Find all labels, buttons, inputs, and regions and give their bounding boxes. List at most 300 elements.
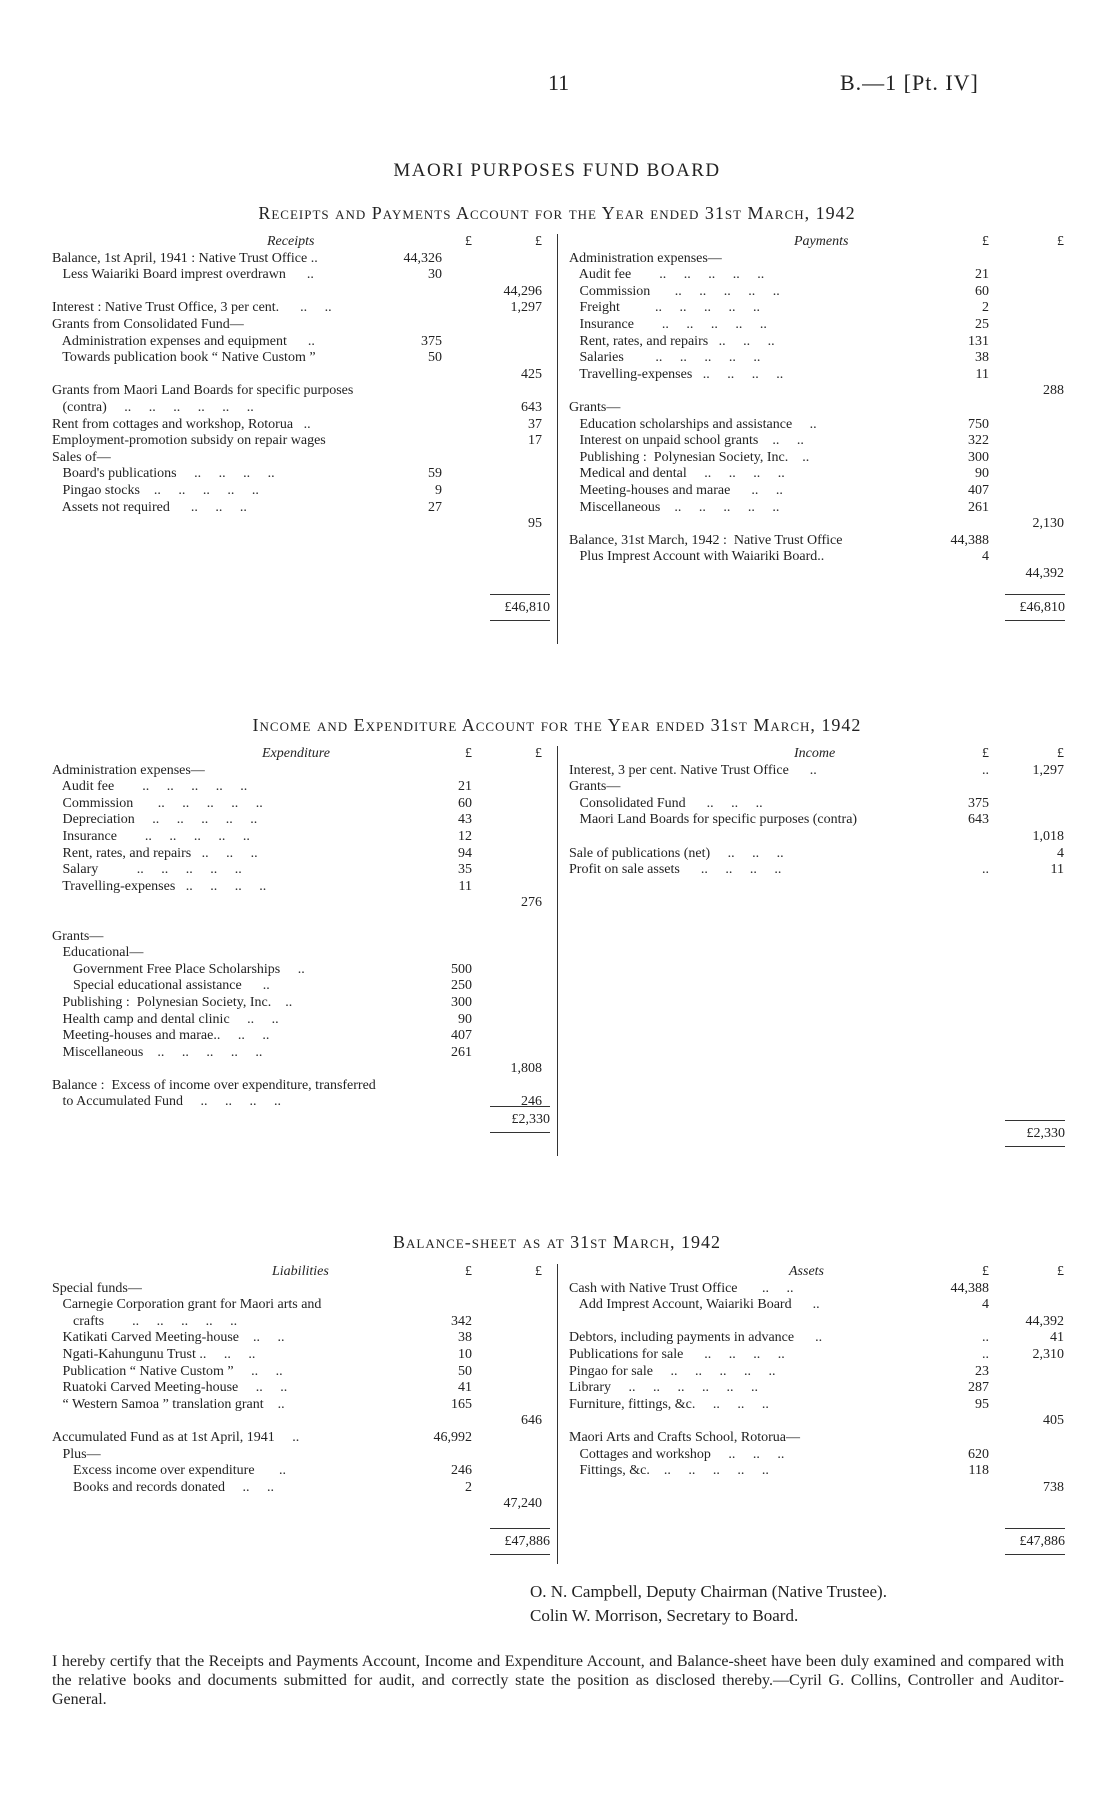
document-reference: B.—1 [Pt. IV] — [840, 70, 979, 95]
ledger-row — [569, 483, 1069, 500]
ledger-row — [52, 978, 547, 995]
ledger-row — [52, 812, 547, 829]
ledger-row — [52, 300, 547, 317]
ledger-row — [569, 1364, 1069, 1381]
ledger-label: Audit fee .. .. .. .. .. — [52, 779, 248, 795]
ledger-amount-inner: 30 — [428, 267, 442, 283]
ledger-label: Maori Arts and Crafts School, Rotorua— — [569, 1429, 800, 1445]
ledger-label: Publishing : Polynesian Society, Inc. .. — [52, 994, 293, 1010]
ledger-amount-outer: 41 — [1050, 1330, 1064, 1346]
ledger-row — [569, 383, 1069, 400]
ledger-label: Government Free Place Scholarships .. — [52, 961, 305, 977]
ledger-amount-inner: 165 — [451, 1396, 472, 1412]
ledger-label: crafts .. .. .. .. .. — [52, 1313, 238, 1329]
ledger-row — [52, 895, 547, 912]
ledger-amount-inner: 246 — [451, 1463, 472, 1479]
ledger-row — [569, 1380, 1069, 1397]
ledger-amount-inner: 50 — [428, 350, 442, 366]
income-total: £2,330 — [1026, 1126, 1065, 1141]
ledger-amount-inner: 750 — [968, 416, 989, 432]
liabilities-column — [52, 1264, 547, 1513]
ledger-amount-outer: 646 — [521, 1413, 542, 1429]
ledger-row — [569, 400, 1069, 417]
liabilities-header — [52, 1264, 547, 1281]
ledger-label: Debtors, including payments in advance .. — [569, 1330, 823, 1346]
total-rule — [1005, 1120, 1065, 1121]
ledger-row — [569, 300, 1069, 317]
ledger-row — [52, 779, 547, 796]
ledger-label: Commission .. .. .. .. .. — [52, 795, 263, 811]
ledger-label: Less Waiariki Board imprest overdrawn .. — [52, 267, 314, 283]
pound-sign: £ — [465, 1264, 472, 1279]
total-rule — [1005, 620, 1065, 621]
ledger-row — [52, 284, 547, 301]
expenditure-header — [52, 746, 547, 763]
ledger-label: Insurance .. .. .. .. .. — [569, 316, 767, 332]
ledger-amount-outer: 44,392 — [1025, 565, 1064, 581]
assets-column — [569, 1264, 1069, 1496]
ledger-amount-inner: 131 — [968, 333, 989, 349]
ledger-row — [52, 912, 547, 929]
pound-sign: £ — [1057, 234, 1064, 249]
ledger-label: Balance : Excess of income over expenditure, transferred — [52, 1077, 376, 1093]
column-divider — [557, 746, 558, 1156]
ledger-amount-inner: .. — [982, 862, 989, 878]
ledger-row — [569, 846, 1069, 863]
ledger-label: Travelling-expenses .. .. .. .. — [569, 366, 784, 382]
ledger-amount-outer: 288 — [1043, 383, 1064, 399]
ledger-row — [52, 1314, 547, 1331]
payments-list — [569, 251, 1069, 583]
total-rule — [490, 1554, 550, 1555]
ledger-row — [569, 1430, 1069, 1447]
ledger-amount-outer: 17 — [528, 433, 542, 449]
payments-heading: Payments — [794, 234, 849, 249]
ledger-label: Publications for sale .. .. .. .. — [569, 1346, 785, 1362]
ledger-amount-inner: 9 — [435, 482, 442, 498]
ledger-amount-inner: 300 — [968, 449, 989, 465]
ledger-label: Fittings, &c. .. .. .. .. .. — [569, 1463, 769, 1479]
ledger-label: Grants from Consolidated Fund— — [52, 316, 244, 332]
ledger-label: Administration expenses— — [569, 250, 722, 266]
ledger-label: Health camp and dental clinic .. .. — [52, 1011, 279, 1027]
ledger-amount-inner: 250 — [451, 978, 472, 994]
ledger-label: Excess income over expenditure .. — [52, 1463, 287, 1479]
ledger-amount-inner: 4 — [982, 549, 989, 565]
ledger-row — [52, 879, 547, 896]
receipts-header — [52, 234, 547, 251]
expenditure-total: £2,330 — [511, 1112, 550, 1127]
ledger-row — [569, 367, 1069, 384]
ledger-amount-inner: 322 — [968, 433, 989, 449]
ledger-amount-outer: 37 — [528, 416, 542, 432]
ledger-amount-inner: 10 — [458, 1346, 472, 1362]
ledger-row — [569, 267, 1069, 284]
ledger-label: Furniture, fittings, &c. .. .. .. — [569, 1396, 769, 1412]
ledger-label: Miscellaneous .. .. .. .. .. — [52, 1044, 263, 1060]
ledger-row — [569, 1413, 1069, 1430]
ledger-label: Maori Land Boards for specific purposes (contra) — [569, 812, 858, 828]
ledger-row — [569, 251, 1069, 268]
ledger-label: Special funds— — [52, 1280, 142, 1296]
ledger-label: Board's publications .. .. .. .. — [52, 466, 275, 482]
ledger-row — [52, 367, 547, 384]
ledger-amount-inner: .. — [982, 762, 989, 778]
ledger-label: Rent, rates, and repairs .. .. .. — [569, 333, 775, 349]
total-rule — [490, 1528, 550, 1529]
ledger-row — [52, 1281, 547, 1298]
ledger-row — [569, 829, 1069, 846]
ledger-amount-inner: 90 — [975, 466, 989, 482]
pound-sign: £ — [465, 234, 472, 249]
ledger-label: Profit on sale assets .. .. .. .. — [569, 862, 782, 878]
pound-sign: £ — [535, 234, 542, 249]
ledger-label: Books and records donated .. .. — [52, 1479, 275, 1495]
document-title: MAORI PURPOSES FUND BOARD — [393, 160, 721, 181]
ledger-row — [569, 350, 1069, 367]
pound-sign: £ — [1057, 1264, 1064, 1279]
ledger-amount-inner: 50 — [458, 1363, 472, 1379]
pound-sign: £ — [1057, 746, 1064, 761]
ledger-row — [52, 350, 547, 367]
income-list — [569, 763, 1069, 879]
ledger-label: to Accumulated Fund .. .. .. .. — [52, 1094, 282, 1110]
ledger-row — [52, 862, 547, 879]
ledger-row — [569, 1480, 1069, 1497]
ledger-label: Employment-promotion subsidy on repair wages — [52, 433, 326, 449]
ledger-row — [569, 1347, 1069, 1364]
assets-heading: Assets — [789, 1264, 824, 1279]
ledger-label: Towards publication book “ Native Custom ” — [52, 350, 316, 366]
ledger-amount-outer: 643 — [521, 399, 542, 415]
ledger-amount-inner: 43 — [458, 812, 472, 828]
ledger-label: Plus Imprest Account with Waiariki Board.. — [569, 549, 825, 565]
signature-secretary: Colin W. Morrison, Secretary to Board. — [530, 1606, 799, 1625]
ledger-label: Rent from cottages and workshop, Rotorua .. — [52, 416, 311, 432]
total-rule — [1005, 1554, 1065, 1555]
payments-header — [569, 234, 1069, 251]
ledger-row — [52, 1028, 547, 1045]
payments-total: £46,810 — [1019, 600, 1065, 615]
audit-certificate: I hereby certify that the Receipts and Payments Account, Income and Expenditure Account, and Balance-sheet have been duly examined and compared with the relative books and documents submitted for audit, and correctly state the position as disclosed thereby.—Cyril G. Collins, Controller and Auditor-General. — [52, 1653, 1064, 1708]
ledger-amount-outer: 11 — [1050, 862, 1064, 878]
ledger-label: Plus— — [52, 1446, 101, 1462]
ledger-amount-inner: 95 — [975, 1396, 989, 1412]
ledger-amount-inner: 38 — [458, 1330, 472, 1346]
ledger-row — [569, 1330, 1069, 1347]
ledger-row — [52, 1380, 547, 1397]
ledger-row — [52, 1347, 547, 1364]
ledger-label: Accumulated Fund as at 1st April, 1941 .. — [52, 1429, 300, 1445]
ledger-row — [569, 317, 1069, 334]
ledger-row — [569, 284, 1069, 301]
pound-sign: £ — [982, 1264, 989, 1279]
ledger-row — [52, 945, 547, 962]
ledger-amount-inner: 2 — [465, 1479, 472, 1495]
total-rule — [1005, 594, 1065, 595]
expenditure-list — [52, 763, 547, 1111]
ledger-amount-inner: 407 — [968, 482, 989, 498]
ledger-label: Ngati-Kahungunu Trust .. .. .. — [52, 1346, 256, 1362]
ledger-row — [52, 317, 547, 334]
ledger-amount-inner: 21 — [458, 779, 472, 795]
ledger-amount-outer: 2,130 — [1032, 516, 1064, 532]
ledger-label: Library .. .. .. .. .. .. — [569, 1380, 758, 1396]
liabilities-list — [52, 1281, 547, 1513]
ledger-label: Depreciation .. .. .. .. .. — [52, 812, 258, 828]
ledger-label: Grants— — [569, 779, 621, 795]
ledger-row — [52, 417, 547, 434]
ledger-amount-outer: 4 — [1057, 845, 1064, 861]
ledger-label: Insurance .. .. .. .. .. — [52, 828, 250, 844]
total-rule — [1005, 1146, 1065, 1147]
ledger-label: Salaries .. .. .. .. .. — [569, 350, 761, 366]
ledger-row — [569, 779, 1069, 796]
total-rule — [490, 620, 550, 621]
ledger-label: Ruatoki Carved Meeting-house .. .. — [52, 1380, 288, 1396]
ledger-label: Salary .. .. .. .. .. — [52, 862, 242, 878]
ledger-row — [52, 433, 547, 450]
ledger-row — [569, 433, 1069, 450]
payments-column — [569, 234, 1069, 582]
ledger-amount-outer: 1,297 — [510, 300, 542, 316]
ledger-row — [569, 862, 1069, 879]
ledger-label: Administration expenses and equipment .. — [52, 333, 315, 349]
ledger-label: Interest on unpaid school grants .. .. — [569, 433, 804, 449]
assets-total: £47,886 — [1019, 1534, 1065, 1549]
ledger-amount-inner: 118 — [968, 1463, 989, 1479]
ledger-row — [52, 1078, 547, 1095]
ledger-amount-inner: 27 — [428, 499, 442, 515]
ledger-row — [569, 450, 1069, 467]
ledger-amount-outer: 95 — [528, 516, 542, 532]
ledger-row — [52, 1480, 547, 1497]
ledger-row — [569, 1297, 1069, 1314]
ledger-row — [52, 1430, 547, 1447]
ledger-amount-outer: 738 — [1043, 1479, 1064, 1495]
ledger-amount-outer: 1,018 — [1032, 828, 1064, 844]
expenditure-heading: Expenditure — [262, 746, 330, 761]
assets-header — [569, 1264, 1069, 1281]
ledger-row — [569, 812, 1069, 829]
ledger-amount-outer: 246 — [521, 1094, 542, 1110]
ledger-amount-inner: .. — [982, 1346, 989, 1362]
ledger-label: Education scholarships and assistance .. — [569, 416, 817, 432]
ledger-row — [52, 995, 547, 1012]
total-rule — [1005, 1528, 1065, 1529]
pound-sign: £ — [535, 1264, 542, 1279]
ledger-row — [52, 500, 547, 517]
ledger-amount-inner: 38 — [975, 350, 989, 366]
ledger-row — [52, 334, 547, 351]
pound-sign: £ — [535, 746, 542, 761]
ledger-row — [52, 1463, 547, 1480]
ledger-row — [52, 1297, 547, 1314]
ledger-amount-outer: 47,240 — [503, 1496, 542, 1512]
ledger-row — [569, 533, 1069, 550]
ledger-row — [52, 483, 547, 500]
ledger-amount-inner: 90 — [458, 1011, 472, 1027]
ledger-row — [52, 251, 547, 268]
ledger-label: Carnegie Corporation grant for Maori arts and — [52, 1297, 322, 1313]
ledger-label: Publication “ Native Custom ” .. .. — [52, 1363, 283, 1379]
ledger-amount-inner: 4 — [982, 1297, 989, 1313]
receipts-heading: Receipts — [267, 234, 315, 249]
ledger-row — [569, 516, 1069, 533]
ledger-label: Balance, 31st March, 1942 : Native Trust Office — [569, 532, 843, 548]
ledger-amount-outer: 425 — [521, 366, 542, 382]
column-divider — [557, 1264, 558, 1564]
ledger-label: Interest : Native Trust Office, 3 per cent. .. .. — [52, 300, 332, 316]
ledger-row — [569, 1463, 1069, 1480]
ledger-label: Interest, 3 per cent. Native Trust Office .. — [569, 762, 817, 778]
ledger-label: Travelling-expenses .. .. .. .. — [52, 878, 267, 894]
ledger-row — [52, 929, 547, 946]
receipts-payments-title: Receipts and Payments Account for the Year ended 31st March, 1942 — [258, 203, 856, 223]
ledger-row — [569, 1397, 1069, 1414]
ledger-label: Balance, 1st April, 1941 : Native Trust Office .. — [52, 250, 318, 266]
ledger-label: Consolidated Fund .. .. .. — [569, 795, 763, 811]
ledger-amount-inner: 21 — [975, 267, 989, 283]
ledger-row — [52, 962, 547, 979]
total-rule — [490, 1132, 550, 1133]
total-rule — [490, 1106, 550, 1107]
ledger-amount-outer: 1,297 — [1032, 762, 1064, 778]
ledger-row — [52, 846, 547, 863]
liabilities-total: £47,886 — [504, 1534, 550, 1549]
ledger-row — [569, 334, 1069, 351]
ledger-row — [52, 1447, 547, 1464]
ledger-label: “ Western Samoa ” translation grant .. — [52, 1396, 285, 1412]
ledger-row — [52, 1397, 547, 1414]
ledger-label: Rent, rates, and repairs .. .. .. — [52, 845, 258, 861]
ledger-amount-inner: 60 — [975, 283, 989, 299]
ledger-amount-inner: 59 — [428, 466, 442, 482]
ledger-label: Sale of publications (net) .. .. .. — [569, 845, 784, 861]
ledger-amount-inner: 46,992 — [433, 1429, 472, 1445]
income-heading: Income — [794, 746, 836, 761]
ledger-amount-inner: .. — [982, 1330, 989, 1346]
ledger-row — [52, 1012, 547, 1029]
ledger-label: Meeting-houses and marae.. .. .. — [52, 1028, 270, 1044]
ledger-amount-inner: 300 — [451, 994, 472, 1010]
ledger-amount-inner: 287 — [968, 1380, 989, 1396]
ledger-row — [569, 566, 1069, 583]
assets-list — [569, 1281, 1069, 1497]
ledger-label: Commission .. .. .. .. .. — [569, 283, 780, 299]
ledger-amount-outer: 2,310 — [1032, 1346, 1064, 1362]
ledger-row — [569, 549, 1069, 566]
ledger-amount-inner: 2 — [982, 300, 989, 316]
ledger-amount-inner: 94 — [458, 845, 472, 861]
ledger-amount-outer: 44,296 — [503, 283, 542, 299]
ledger-label: Grants from Maori Land Boards for specific purposes — [52, 383, 354, 399]
ledger-amount-inner: 44,326 — [403, 250, 442, 266]
ledger-row — [52, 1045, 547, 1062]
receipts-total: £46,810 — [504, 600, 550, 615]
ledger-amount-inner: 12 — [458, 828, 472, 844]
ledger-row — [52, 1496, 547, 1513]
page-number: 11 — [548, 70, 570, 95]
ledger-label: Assets not required .. .. .. — [52, 499, 247, 515]
ledger-row — [52, 829, 547, 846]
ledger-label: Miscellaneous .. .. .. .. .. — [569, 499, 780, 515]
ledger-label: Publishing : Polynesian Society, Inc. .. — [569, 449, 810, 465]
income-header — [569, 746, 1069, 763]
ledger-row — [52, 383, 547, 400]
ledger-label: Special educational assistance .. — [52, 978, 270, 994]
ledger-row — [569, 466, 1069, 483]
ledger-row — [52, 763, 547, 780]
ledger-amount-outer: 1,808 — [510, 1061, 542, 1077]
ledger-amount-inner: 375 — [421, 333, 442, 349]
ledger-amount-inner: 44,388 — [950, 532, 989, 548]
pound-sign: £ — [982, 234, 989, 249]
ledger-label: Grants— — [52, 928, 104, 944]
ledger-label: Cottages and workshop .. .. .. — [569, 1446, 785, 1462]
pound-sign: £ — [982, 746, 989, 761]
ledger-row — [52, 1061, 547, 1078]
ledger-amount-inner: 261 — [451, 1044, 472, 1060]
ledger-row — [52, 1413, 547, 1430]
ledger-row — [52, 400, 547, 417]
ledger-amount-outer: 44,392 — [1025, 1313, 1064, 1329]
balance-sheet-title: Balance-sheet as at 31st March, 1942 — [393, 1232, 721, 1252]
ledger-label: Audit fee .. .. .. .. .. — [569, 267, 765, 283]
ledger-label: Freight .. .. .. .. .. — [569, 300, 760, 316]
ledger-amount-inner: 11 — [458, 878, 472, 894]
ledger-label: Pingao stocks .. .. .. .. .. — [52, 482, 259, 498]
column-divider — [557, 234, 558, 644]
ledger-row — [52, 267, 547, 284]
ledger-row — [569, 1447, 1069, 1464]
income-expenditure-title: Income and Expenditure Account for the Year ended 31st March, 1942 — [252, 715, 862, 735]
ledger-label: Educational— — [52, 945, 144, 961]
ledger-row — [569, 1314, 1069, 1331]
pound-sign: £ — [465, 746, 472, 761]
ledger-amount-inner: 25 — [975, 316, 989, 332]
ledger-amount-outer: 276 — [521, 895, 542, 911]
ledger-amount-inner: 375 — [968, 795, 989, 811]
ledger-amount-inner: 643 — [968, 812, 989, 828]
ledger-row — [569, 417, 1069, 434]
ledger-amount-inner: 500 — [451, 961, 472, 977]
income-column — [569, 746, 1069, 879]
ledger-row — [52, 796, 547, 813]
ledger-label: Cash with Native Trust Office .. .. — [569, 1280, 794, 1296]
ledger-row — [52, 466, 547, 483]
ledger-amount-inner: 620 — [968, 1446, 989, 1462]
ledger-amount-inner: 35 — [458, 862, 472, 878]
ledger-row — [52, 450, 547, 467]
ledger-amount-inner: 11 — [975, 366, 989, 382]
ledger-label: Medical and dental .. .. .. .. — [569, 466, 785, 482]
ledger-amount-inner: 342 — [451, 1313, 472, 1329]
ledger-label: Meeting-houses and marae .. .. — [569, 482, 783, 498]
ledger-amount-inner: 261 — [968, 499, 989, 515]
ledger-amount-inner: 41 — [458, 1380, 472, 1396]
expenditure-column — [52, 746, 547, 1111]
ledger-row — [52, 516, 547, 533]
ledger-amount-inner: 60 — [458, 795, 472, 811]
ledger-row — [52, 1330, 547, 1347]
ledger-label: Add Imprest Account, Waiariki Board .. — [569, 1297, 820, 1313]
ledger-amount-inner: 44,388 — [950, 1280, 989, 1296]
ledger-row — [52, 1094, 547, 1111]
total-rule — [490, 594, 550, 595]
ledger-label: Pingao for sale .. .. .. .. .. — [569, 1363, 776, 1379]
ledger-label: (contra) .. .. .. .. .. .. — [52, 399, 254, 415]
